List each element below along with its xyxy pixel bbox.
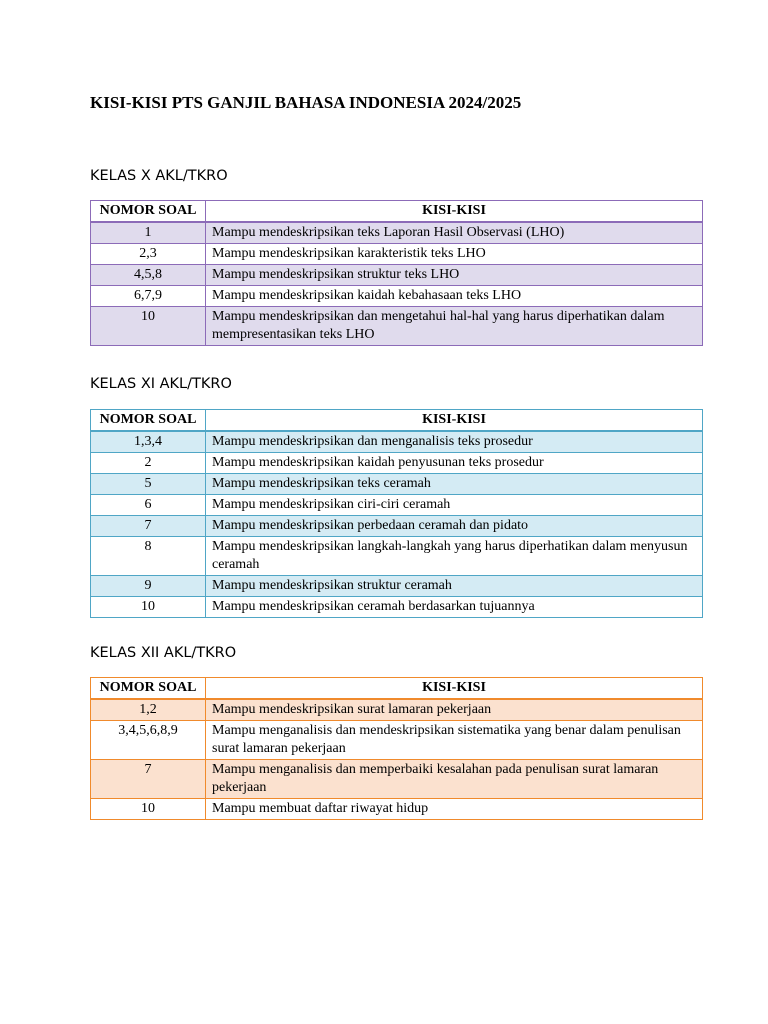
cell-kisi-kisi: Mampu mendeskripsikan teks Laporan Hasil Observasi (LHO) — [206, 222, 703, 244]
cell-kisi-kisi: Mampu mendeskripsikan struktur ceramah — [206, 576, 703, 597]
table-row — [91, 760, 703, 799]
cell-kisi-kisi: Mampu mendeskripsikan dan menganalisis teks prosedur — [206, 431, 703, 453]
table-row — [91, 495, 703, 516]
cell-nomor-soal: 7 — [91, 760, 206, 799]
section-heading-kelas-xi: KELAS XI AKL/TKRO — [90, 376, 232, 392]
kisi-table-kelas-xi — [90, 409, 703, 618]
cell-nomor-soal: 10 — [91, 799, 206, 820]
table-row — [91, 286, 703, 307]
cell-kisi-kisi: Mampu mendeskripsikan ceramah berdasarkan tujuannya — [206, 597, 703, 618]
table-row — [91, 721, 703, 760]
cell-nomor-soal: 4,5,8 — [91, 265, 206, 286]
table-row — [91, 474, 703, 495]
cell-kisi-kisi: Mampu mendeskripsikan langkah-langkah yang harus diperhatikan dalam menyusun ceramah — [206, 537, 703, 576]
cell-kisi-kisi: Mampu mendeskripsikan karakteristik teks LHO — [206, 244, 703, 265]
cell-kisi-kisi: Mampu mendeskripsikan ciri-ciri ceramah — [206, 495, 703, 516]
cell-kisi-kisi: Mampu menganalisis dan memperbaiki kesalahan pada penulisan surat lamaran pekerjaan — [206, 760, 703, 799]
column-header-kisi-kisi: KISI-KISI — [206, 410, 703, 432]
column-header-nomor-soal: NOMOR SOAL — [91, 410, 206, 432]
cell-kisi-kisi: Mampu mendeskripsikan kaidah penyusunan teks prosedur — [206, 453, 703, 474]
cell-kisi-kisi: Mampu membuat daftar riwayat hidup — [206, 799, 703, 820]
cell-kisi-kisi: Mampu mendeskripsikan surat lamaran pekerjaan — [206, 699, 703, 721]
table-row — [91, 597, 703, 618]
cell-nomor-soal: 7 — [91, 516, 206, 537]
table-header-row — [91, 201, 703, 223]
cell-nomor-soal: 1,2 — [91, 699, 206, 721]
table-row — [91, 537, 703, 576]
table-header-row — [91, 410, 703, 432]
column-header-kisi-kisi: KISI-KISI — [206, 678, 703, 700]
section-heading-kelas-xii: KELAS XII AKL/TKRO — [90, 645, 237, 661]
cell-nomor-soal: 9 — [91, 576, 206, 597]
cell-kisi-kisi: Mampu mendeskripsikan teks ceramah — [206, 474, 703, 495]
cell-nomor-soal: 1 — [91, 222, 206, 244]
cell-nomor-soal: 6,7,9 — [91, 286, 206, 307]
table-row — [91, 799, 703, 820]
table-header-row — [91, 678, 703, 700]
cell-nomor-soal: 3,4,5,6,8,9 — [91, 721, 206, 760]
column-header-nomor-soal: NOMOR SOAL — [91, 201, 206, 223]
table-row — [91, 576, 703, 597]
kisi-table-kelas-xii — [90, 677, 703, 820]
cell-kisi-kisi: Mampu mendeskripsikan kaidah kebahasaan teks LHO — [206, 286, 703, 307]
cell-kisi-kisi: Mampu mendeskripsikan perbedaan ceramah dan pidato — [206, 516, 703, 537]
table-row — [91, 307, 703, 346]
cell-nomor-soal: 2,3 — [91, 244, 206, 265]
cell-nomor-soal: 10 — [91, 307, 206, 346]
table-row — [91, 222, 703, 244]
table-row — [91, 699, 703, 721]
document-title: KISI-KISI PTS GANJIL BAHASA INDONESIA 2024/2025 — [90, 93, 522, 112]
cell-nomor-soal: 10 — [91, 597, 206, 618]
column-header-kisi-kisi: KISI-KISI — [206, 201, 703, 223]
kisi-table-kelas-x — [90, 200, 703, 346]
table-row — [91, 265, 703, 286]
table-row — [91, 244, 703, 265]
cell-nomor-soal: 1,3,4 — [91, 431, 206, 453]
section-heading-kelas-x: KELAS X AKL/TKRO — [90, 168, 228, 184]
table-row — [91, 516, 703, 537]
cell-nomor-soal: 6 — [91, 495, 206, 516]
column-header-nomor-soal: NOMOR SOAL — [91, 678, 206, 700]
cell-kisi-kisi: Mampu mendeskripsikan struktur teks LHO — [206, 265, 703, 286]
cell-nomor-soal: 5 — [91, 474, 206, 495]
table-row — [91, 453, 703, 474]
cell-nomor-soal: 8 — [91, 537, 206, 576]
cell-kisi-kisi: Mampu mendeskripsikan dan mengetahui hal-hal yang harus diperhatikan dalam mempresentasikan teks LHO — [206, 307, 703, 346]
table-row — [91, 431, 703, 453]
cell-nomor-soal: 2 — [91, 453, 206, 474]
cell-kisi-kisi: Mampu menganalisis dan mendeskripsikan sistematika yang benar dalam penulisan surat lamaran pekerjaan — [206, 721, 703, 760]
